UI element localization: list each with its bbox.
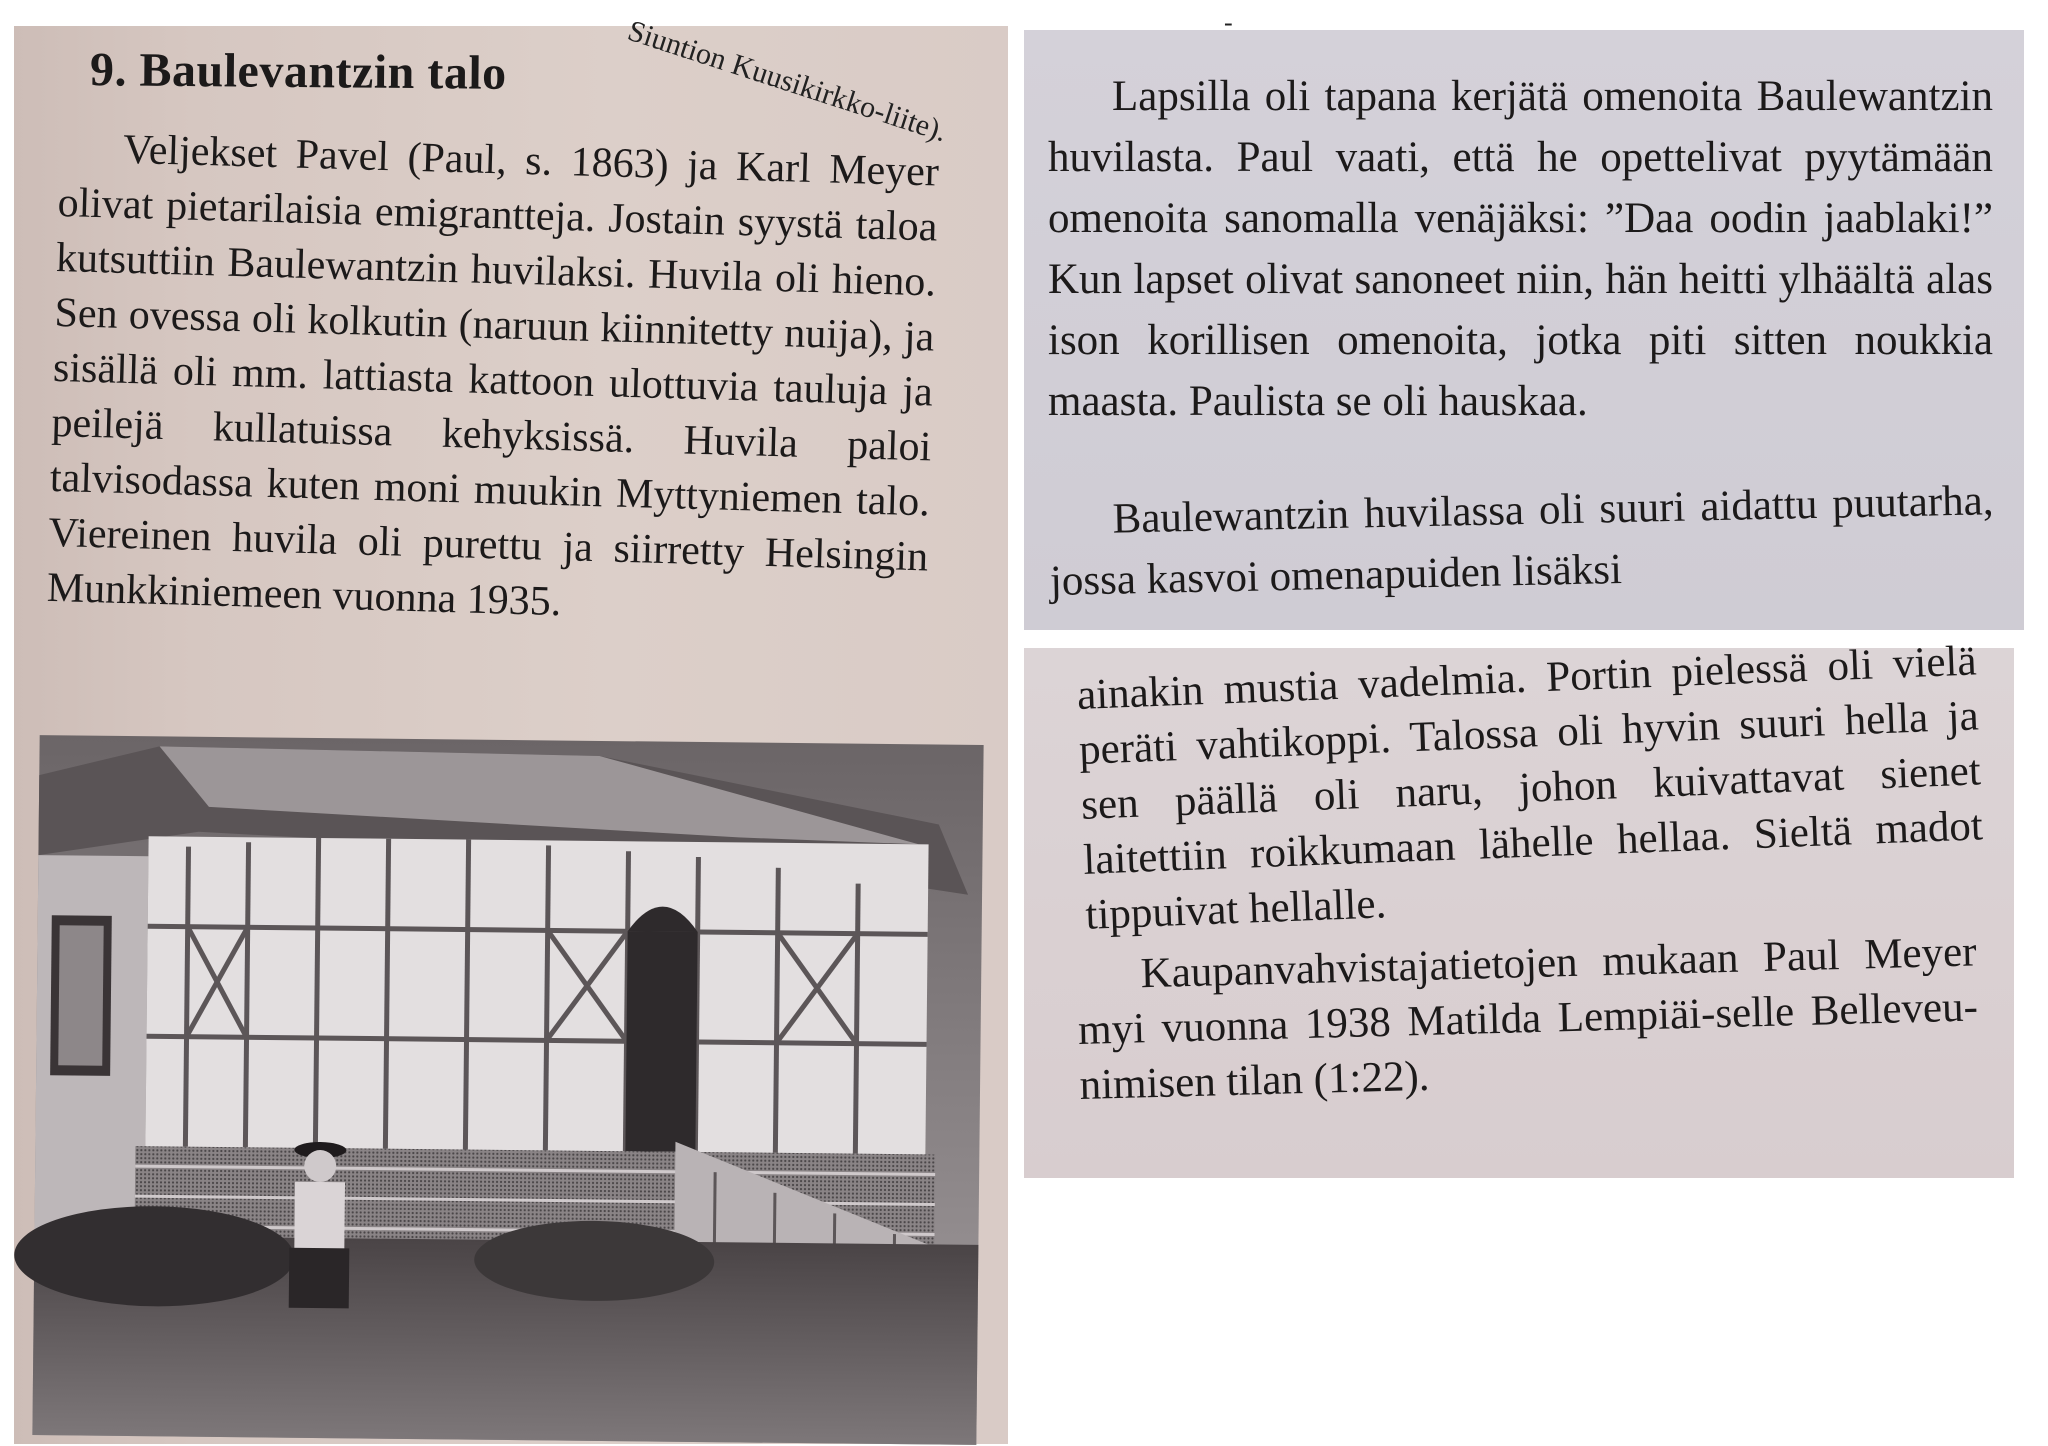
right-bottom-paragraph-2: Kaupanvahvistajatietojen mukaan Paul Meyer myi vuonna 1938 Matilda Lempiäi-selle Belleveu-nimisen tilan (1:22).: [1077, 928, 1979, 1109]
left-book-page: [14, 14, 1008, 1444]
right-top-book-page: [1024, 8, 2024, 630]
right-top-paragraph-1: Lapsilla oli tapana kerjätä omenoita Baulewantzin huvilasta. Paul vaati, että he opettelivat pyytämään omenoita sanomalla venäjäksi: ”Daa oodin jaablaki!” Kun lapset olivat sanoneet niin, hän heitti ylhäältä alas ison korillisen omenoita, jotka piti sitten noukkia maasta. Paulista se oli hauskaa.: [1048, 73, 1993, 425]
chapter-heading: 9. Baulevantzin talo: [89, 43, 507, 100]
left-body-paragraph: Veljekset Pavel (Paul, s. 1863) ja Karl Meyer olivat pietarilaisia emigrantteja. Jostain syystä taloa kutsuttiin Baulewantzin huvilaksi. Huvila oli hieno. Sen ovessa oli kolkutin (naruun kiinnitetty nuija), ja sisällä oli mm. lattiasta kattoon ulottuvia tauluja ja peilejä kullatuissa kehyksissä. Huvila paloi talvisodassa kuten moni muukin Myttyniemen talo. Viereinen huvila oli purettu ja siirretty Helsingin Munkkiniemeen vuonna 1935.: [46, 126, 940, 626]
right-bottom-paragraph-1: ainakin mustia vadelmia. Portin pielessä oli vielä peräti vahtikoppi. Talossa oli hyvin suuri hella ja sen päällä oli naru, johon kuivattavat sienet laitettiin roikkumaan lähelle hellaa. Sieltä madot tippuivat hellalle.: [1076, 637, 1984, 939]
cropped-top-text: -: [1224, 8, 1233, 37]
cropped-top-text: Siuntion Kuusikirkko-liite).: [623, 14, 952, 149]
villa-photograph: [32, 735, 983, 1445]
right-top-paragraph-2: Baulewantzin huvilassa oli suuri aidattu puutarha, jossa kasvoi omenapuiden lisäksi: [1049, 477, 1994, 605]
right-bottom-book-page: [1024, 637, 2014, 1178]
